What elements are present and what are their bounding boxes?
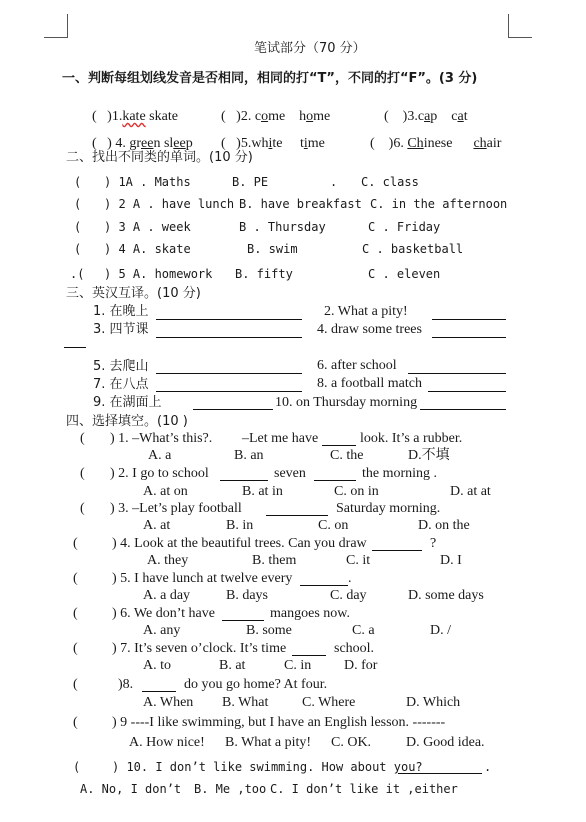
section-3-heading: 三、英汉互译。(10 分)	[66, 286, 201, 301]
s3-item-8: 8. a football match	[317, 376, 422, 391]
s1-q3: ( )3.cap cat	[384, 109, 468, 124]
answer-line[interactable]	[300, 585, 348, 586]
answer-line[interactable]	[193, 409, 273, 410]
crop-mark-left-horizontal	[44, 37, 68, 38]
answer-line[interactable]	[408, 373, 506, 374]
s3-item-1: 1. 在晚上	[93, 304, 149, 319]
s3-item-4: 4. draw some trees	[317, 322, 422, 337]
s3-item-10: 10. on Thursday morning	[275, 395, 418, 410]
answer-line[interactable]	[156, 337, 302, 338]
crop-mark-right-vertical	[508, 14, 509, 38]
answer-line[interactable]	[428, 391, 506, 392]
s3-item-3: 3. 四节课	[93, 322, 149, 337]
s1-q4: ( ) 4. green sleep	[92, 136, 193, 151]
answer-line[interactable]	[432, 337, 506, 338]
answer-line[interactable]	[420, 409, 506, 410]
answer-line[interactable]	[156, 373, 302, 374]
section-4-heading: 四、选择填空。(10 )	[66, 414, 188, 429]
answer-line[interactable]	[220, 480, 268, 481]
answer-line[interactable]	[64, 347, 86, 348]
answer-line[interactable]	[398, 773, 482, 774]
s3-item-6: 6. after school	[317, 358, 397, 373]
section-2-heading: 二、找出不同类的单词。(10 分)	[66, 150, 253, 165]
answer-line[interactable]	[156, 391, 302, 392]
answer-line[interactable]	[432, 319, 506, 320]
s3-item-2: 2. What a pity!	[324, 304, 408, 319]
answer-line[interactable]	[222, 620, 264, 621]
crop-mark-right-horizontal	[508, 37, 532, 38]
s1-q1: ( )1.kate skate	[92, 109, 178, 124]
answer-line[interactable]	[266, 515, 328, 516]
section-1-heading: 一、判断每组划线发音是否相同，相同的打“T”，不同的打“F”。(3 分)	[62, 71, 478, 86]
answer-line[interactable]	[372, 550, 422, 551]
answer-line[interactable]	[156, 319, 302, 320]
s3-item-5: 5. 去爬山	[93, 359, 149, 374]
s1-q6: ( )6. Chinese chair	[370, 136, 502, 151]
answer-line[interactable]	[292, 655, 326, 656]
answer-line[interactable]	[142, 691, 176, 692]
answer-line[interactable]	[314, 480, 356, 481]
s3-item-7: 7. 在八点	[93, 377, 149, 392]
answer-line[interactable]	[322, 445, 356, 446]
s1-q2: ( )2. come home	[221, 109, 331, 124]
page-title: 笔试部分（70 分）	[254, 41, 366, 56]
s3-item-9: 9. 在湖面上	[93, 395, 162, 410]
crop-mark-left-vertical	[67, 14, 68, 38]
s1-q5: ( )5.white time	[221, 136, 325, 151]
